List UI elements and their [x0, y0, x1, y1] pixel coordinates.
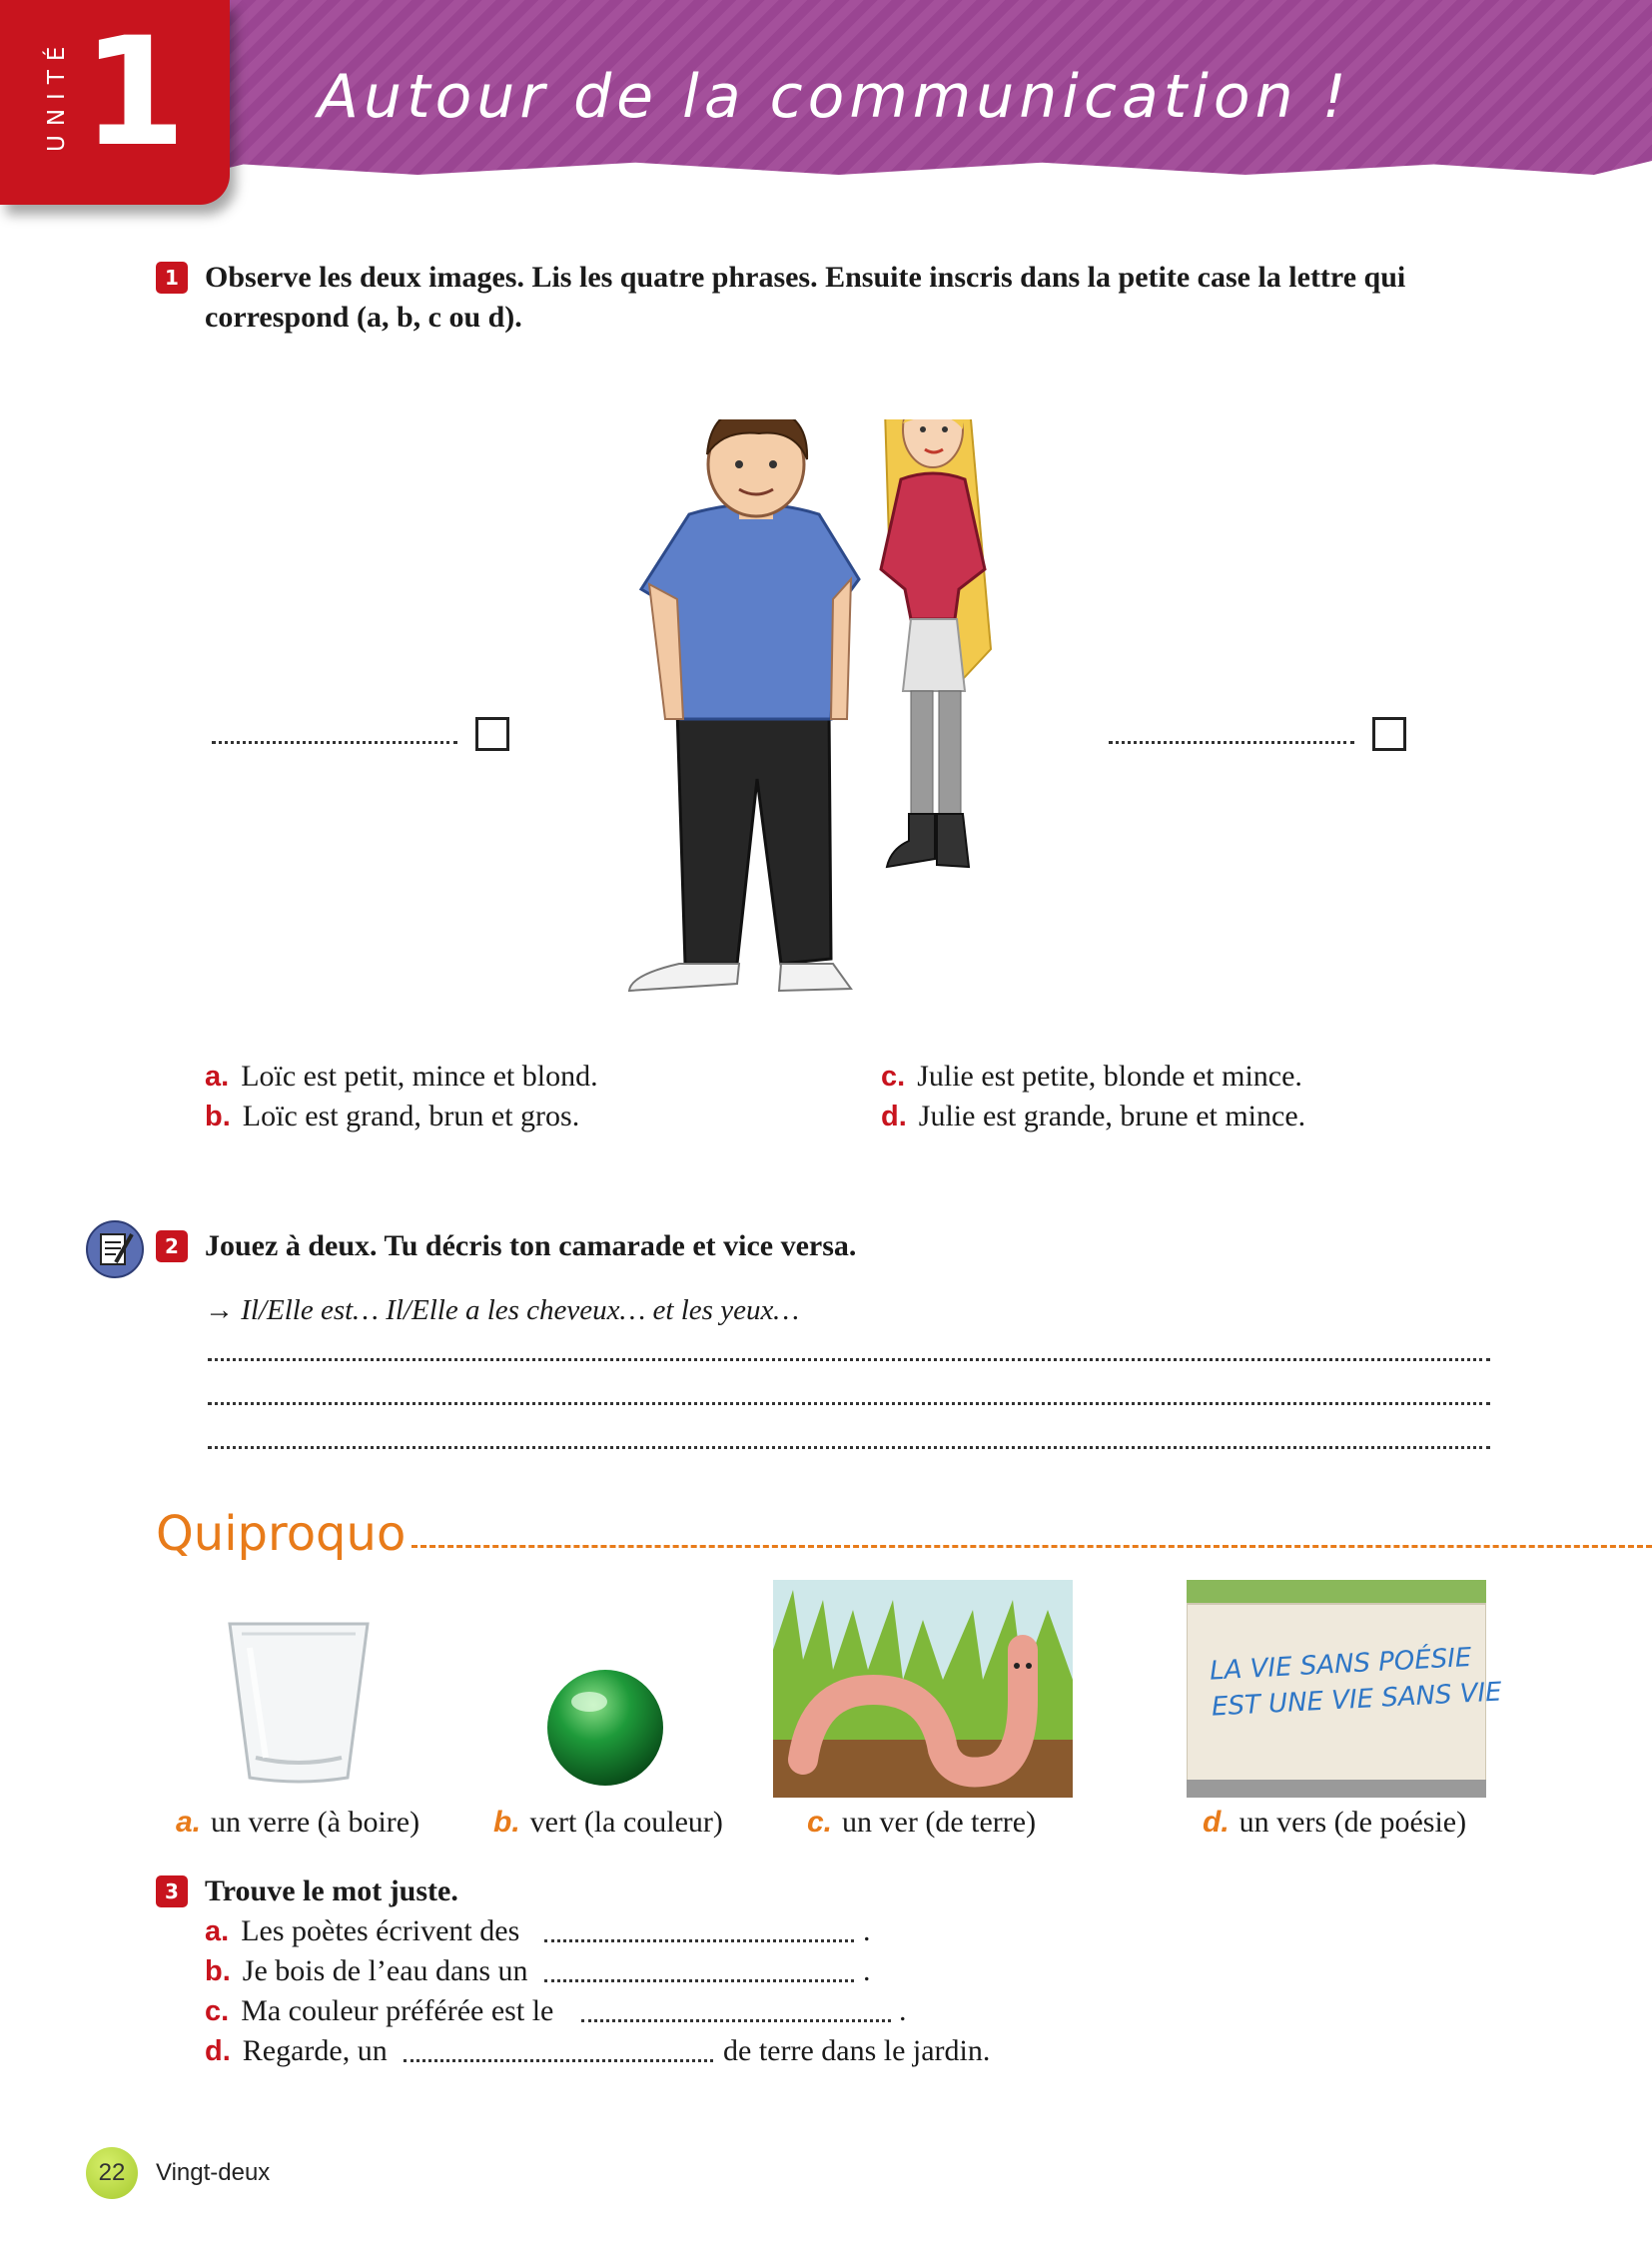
fill-item-b-letter: b.: [205, 1955, 231, 1987]
glass-image: [226, 1618, 372, 1786]
fill-item-c: [205, 1991, 553, 2031]
caption-a: [176, 1803, 419, 1843]
option-c: [881, 1057, 1302, 1097]
fill-item-c-before: Ma couleur préférée est le: [241, 1994, 554, 2027]
page-title: Autour de la communication !: [318, 62, 1351, 132]
boy-figure: [629, 419, 859, 991]
exercise-1-instruction-line1: Observe les deux images. Lis les quatre phrases. Ensuite inscris dans la petite case la lettre qui: [205, 261, 1406, 294]
writing-line-1[interactable]: [208, 1358, 1490, 1361]
notepad-icon: [86, 1220, 144, 1278]
girl-figure: [881, 419, 991, 867]
fill-item-b-before: Je bois de l’eau dans un: [242, 1954, 528, 1987]
graffiti-text: [1209, 1638, 1502, 1725]
fill-item-d-before: Regarde, un: [242, 2034, 388, 2067]
graffiti-line-2: EST UNE VIE SANS VIE: [1211, 1677, 1503, 1723]
exercise-2-instruction: Jouez à deux. Tu décris ton camarade et vice versa.: [205, 1229, 857, 1262]
fill-item-c-after: .: [899, 1994, 907, 2027]
fill-item-a: [205, 1911, 519, 1951]
fill-blank-b[interactable]: [544, 1979, 854, 1982]
option-c-letter: c.: [881, 1061, 906, 1093]
exercise-2-example: → Il/Elle est… Il/Elle a les cheveux… et les yeux…: [205, 1294, 800, 1326]
option-a-letter: a.: [205, 1061, 230, 1093]
fill-item-a-letter: a.: [205, 1915, 230, 1947]
writing-line-2[interactable]: [208, 1402, 1490, 1405]
answer-line-right[interactable]: [1109, 741, 1354, 744]
caption-c-letter: c.: [807, 1806, 833, 1839]
caption-b-text: vert (la couleur): [529, 1806, 723, 1839]
page-number: 22: [86, 2147, 138, 2199]
fill-blank-c[interactable]: [581, 2019, 891, 2022]
option-d-text: Julie est grande, brune et mince.: [918, 1100, 1306, 1132]
exercise-3-number: 3: [156, 1875, 188, 1907]
option-b-letter: b.: [205, 1101, 231, 1132]
option-d-letter: d.: [881, 1101, 907, 1132]
exercise-1-instruction-line2: correspond (a, b, c ou d).: [205, 301, 522, 334]
fill-blank-d[interactable]: [404, 2059, 713, 2062]
fill-blank-a[interactable]: [544, 1939, 854, 1942]
unit-tab: [0, 0, 230, 205]
caption-c-text: un ver (de terre): [842, 1806, 1037, 1839]
unit-number: 1: [82, 6, 187, 180]
characters-illustration: [619, 419, 1039, 1009]
fill-item-b-after: .: [863, 1954, 871, 1987]
unit-label: UNITÉ: [44, 37, 70, 153]
option-d: [881, 1097, 1305, 1136]
caption-d-letter: d.: [1203, 1806, 1230, 1839]
answer-line-left[interactable]: [212, 741, 457, 744]
option-a-text: Loïc est petit, mince et blond.: [241, 1060, 598, 1093]
caption-a-letter: a.: [176, 1806, 202, 1839]
exercise-2-number: 2: [156, 1230, 188, 1262]
green-ball-image: [543, 1666, 667, 1790]
graffiti-line-1: LA VIE SANS POÉSIE: [1209, 1642, 1473, 1687]
writing-line-3[interactable]: [208, 1446, 1490, 1449]
fill-item-c-letter: c.: [205, 1995, 230, 2027]
option-a: [205, 1057, 598, 1097]
fill-item-a-after: .: [863, 1914, 871, 1947]
caption-d-text: un vers (de poésie): [1239, 1806, 1467, 1839]
page-number-words: Vingt-deux: [156, 2159, 271, 2186]
caption-d: [1203, 1803, 1466, 1843]
fill-item-a-before: Les poètes écrivent des: [241, 1914, 520, 1947]
exercise-1-number: 1: [156, 262, 188, 294]
worm-image: [773, 1580, 1073, 1798]
section-rule: [412, 1545, 1652, 1548]
option-b: [205, 1097, 579, 1136]
option-b-text: Loïc est grand, brun et gros.: [242, 1100, 580, 1132]
answer-box-left[interactable]: [475, 717, 509, 751]
caption-c: [807, 1803, 1036, 1843]
fill-item-b: [205, 1951, 528, 1991]
caption-b-letter: b.: [493, 1806, 520, 1839]
option-c-text: Julie est petite, blonde et mince.: [917, 1060, 1302, 1093]
answer-box-right[interactable]: [1372, 717, 1406, 751]
exercise-3-instruction: Trouve le mot juste.: [205, 1874, 458, 1907]
section-title: Quiproquo: [156, 1506, 407, 1562]
fill-item-d: [205, 2031, 388, 2071]
fill-item-d-letter: d.: [205, 2035, 231, 2067]
caption-b: [493, 1803, 723, 1843]
fill-item-d-after: de terre dans le jardin.: [723, 2034, 991, 2067]
caption-a-text: un verre (à boire): [211, 1806, 420, 1839]
